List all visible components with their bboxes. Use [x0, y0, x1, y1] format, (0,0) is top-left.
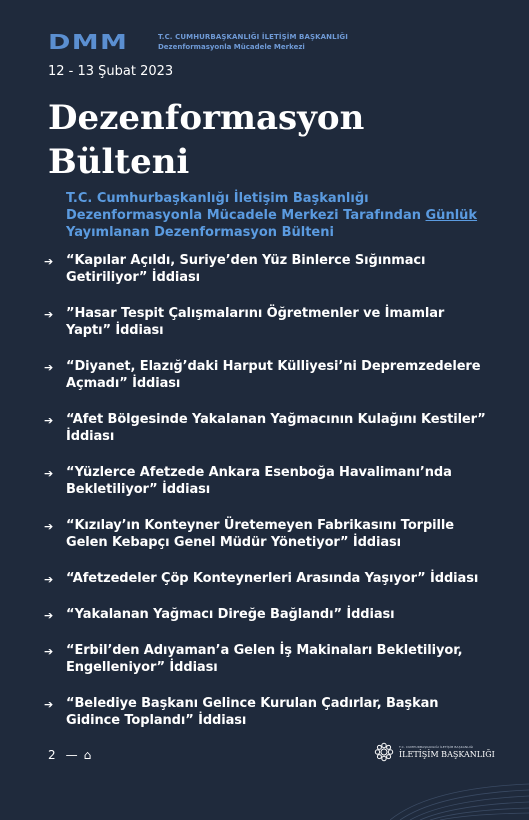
- iletisim-logo-text: [399, 745, 495, 759]
- list-item[interactable]: [44, 570, 504, 606]
- arrow-right-icon: ➔: [44, 520, 54, 533]
- claim-title: “Afetzedeler Çöp Konteynerleri Arasında Yaşıyor” İddiası: [66, 571, 479, 586]
- decorative-waves: [390, 770, 529, 820]
- arrow-right-icon: ➔: [44, 308, 54, 321]
- arrow-right-icon: ➔: [44, 645, 54, 658]
- logo-name: İLETİŞİM BAŞKANLIĞI: [399, 750, 495, 759]
- claim-title: “Diyanet, Elazığ’daki Harput Külliyesi’ni Depremzedelere Açmadı” İddiası: [66, 359, 481, 391]
- title-line-1: Dezenformasyon: [48, 98, 365, 138]
- arrow-right-icon: ➔: [44, 467, 54, 480]
- subtitle-line-1: T.C. Cumhurbaşkanlığı İletişim Başkanlığı: [66, 191, 369, 206]
- claims-list: [44, 252, 504, 748]
- subtitle-line-2: Dezenformasyonla Mücadele Merkezi Tarafından: [66, 208, 426, 223]
- arrow-right-icon: ➔: [44, 573, 54, 586]
- subtitle: [66, 190, 496, 241]
- list-item[interactable]: [44, 252, 504, 305]
- claim-title: “Kızılay’ın Konteyner Üretemeyen Fabrikasını Torpille Gelen Kebapçı Genel Müdür Yönetiyor” İddiası: [66, 518, 454, 550]
- arrow-right-icon: ➔: [44, 361, 54, 374]
- dmm-logo-mark: DMM: [48, 30, 129, 54]
- list-item[interactable]: [44, 411, 504, 464]
- daily-link[interactable]: Günlük: [425, 208, 478, 223]
- bulletin-date: 12 - 13 Şubat 2023: [48, 64, 174, 79]
- rosette-icon: [373, 741, 395, 763]
- dmm-logo: [48, 32, 348, 52]
- arrow-right-icon: ➔: [44, 414, 54, 427]
- list-item[interactable]: [44, 358, 504, 411]
- arrow-right-icon: ➔: [44, 255, 54, 268]
- list-item[interactable]: [44, 642, 504, 695]
- home-icon[interactable]: ⌂: [83, 748, 92, 762]
- arrow-right-icon: ➔: [44, 609, 54, 622]
- claim-title: “Afet Bölgesinde Yakalanan Yağmacının Kulağını Kestiler” İddiası: [66, 412, 486, 444]
- list-item[interactable]: [44, 305, 504, 358]
- claim-title: “Yakalanan Yağmacı Direğe Bağlandı” İddiası: [66, 607, 395, 622]
- claim-title: “Belediye Başkanı Gelince Kurulan Çadırlar, Başkan Gidince Toplandı” İddiası: [66, 696, 439, 728]
- claim-title: “Erbil’den Adıyaman’a Gelen İş Makinaları Bekletiliyor, Engelleniyor” İddiası: [66, 643, 463, 675]
- page-number: 2: [48, 748, 56, 762]
- list-item[interactable]: [44, 517, 504, 570]
- page-title: [48, 96, 488, 184]
- footer-dash: —: [65, 748, 78, 762]
- list-item[interactable]: [44, 606, 504, 642]
- title-line-2: Bülteni: [48, 142, 190, 182]
- logo-small-text: T.C. CUMHURBAŞKANLIĞI İLETİŞİM BAŞKANLIĞI: [399, 745, 474, 749]
- page-footer-nav: [48, 748, 91, 762]
- claim-title: ”Hasar Tespit Çalışmalarını Öğretmenler ve İmamlar Yaptı” İddiası: [66, 306, 445, 338]
- iletisim-logo: [373, 741, 495, 763]
- arrow-right-icon: ➔: [44, 698, 54, 711]
- logo-institution: T.C. CUMHURBAŞKANLIĞI İLETİŞİM BAŞKANLIĞI: [158, 33, 348, 41]
- claim-title: “Yüzlerce Afetzede Ankara Esenboğa Havalimanı’nda Bekletiliyor” İddiası: [66, 465, 452, 497]
- subtitle-line-3: Yayımlanan Dezenformasyon Bülteni: [66, 225, 334, 240]
- logo-center-name: Dezenformasyonla Mücadele Merkezi: [158, 43, 305, 51]
- claim-title: “Kapılar Açıldı, Suriye’den Yüz Binlerce Sığınmacı Getiriliyor” İddiası: [66, 253, 426, 285]
- list-item[interactable]: [44, 464, 504, 517]
